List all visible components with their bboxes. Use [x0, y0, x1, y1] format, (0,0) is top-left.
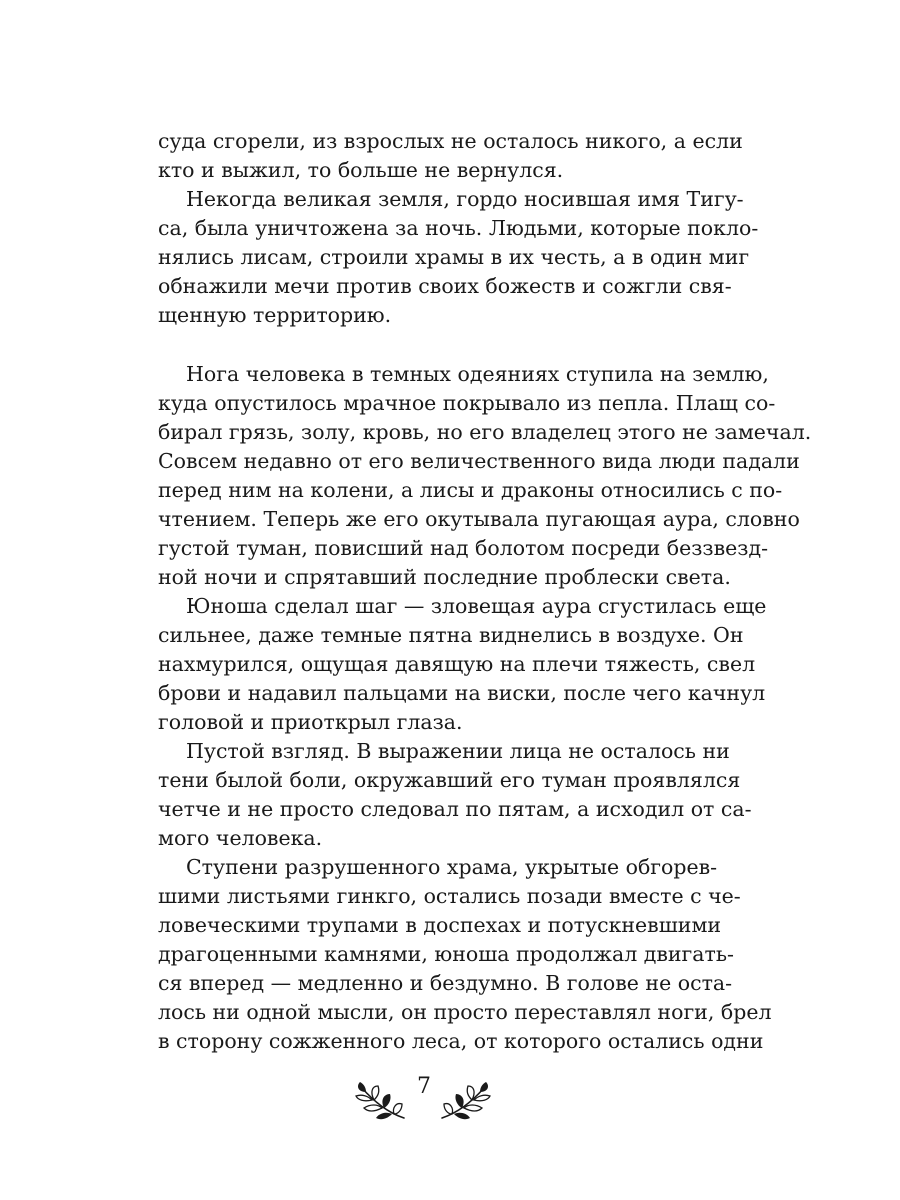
text-line: головой и приоткрыл глаза. — [158, 710, 463, 734]
text-line: Некогда великая земля, гордо носившая имя Тигу- — [186, 187, 744, 211]
text-line: Совсем недавно от его величественного вида люди падали — [158, 449, 800, 473]
text-line: сильнее, даже темные пятна виднелись в воздухе. Он — [158, 623, 744, 647]
text-line: Пустой взгляд. В выражении лица не осталось ни — [186, 739, 730, 763]
leafy-branch-icon — [352, 1078, 408, 1126]
text-line: суда сгорели, из взрослых не осталось никого, а если — [158, 129, 743, 153]
text-line: мого человека. — [158, 826, 323, 850]
text-line: тени былой боли, окружавший его туман проявлялся — [158, 768, 741, 792]
text-line: бирал грязь, золу, кровь, но его владелец этого не замечал. — [158, 420, 812, 444]
text-line: лось ни одной мысли, он просто переставлял ноги, брел — [158, 1000, 772, 1024]
text-block-top — [158, 127, 759, 330]
text-line: куда опустилось мрачное покрывало из пепла. Плащ со- — [158, 391, 776, 415]
text-line: драгоценными камнями, юноша продолжал двигать- — [158, 942, 734, 966]
text-line: четче и не просто следовал по пятам, а исходил от са- — [158, 797, 752, 821]
text-line: нахмурился, ощущая давящую на плечи тяжесть, свел — [158, 652, 756, 676]
text-line: щенную территорию. — [158, 303, 392, 327]
text-line: Юноша сделал шаг — зловещая аура сгустилась еще — [186, 594, 767, 618]
text-line: чтением. Теперь же его окутывала пугающая аура, словно — [158, 507, 800, 531]
text-line: нялись лисам, строили храмы в их честь, а в один миг — [158, 245, 750, 269]
text-line: обнажили мечи против своих божеств и сожгли свя- — [158, 274, 732, 298]
text-line: са, была уничтожена за ночь. Людьми, которые покло- — [158, 216, 759, 240]
text-line: кто и выжил, то больше не вернулся. — [158, 158, 564, 182]
page-number: 7 — [417, 1074, 431, 1099]
leafy-branch-icon — [438, 1078, 494, 1126]
text-line: Нога человека в темных одеяниях ступила на землю, — [186, 362, 769, 386]
text-line: ся вперед — медленно и бездумно. В голове не оста- — [158, 971, 733, 995]
text-line: ловеческими трупами в доспехах и потускневшими — [158, 913, 722, 937]
text-line: шими листьями гинкго, остались позади вместе с че- — [158, 884, 741, 908]
text-block-main — [158, 360, 812, 1056]
text-line: перед ним на колени, а лисы и драконы относились с по- — [158, 478, 783, 502]
page-footer — [0, 1072, 900, 1132]
text-line: брови и надавил пальцами на виски, после чего качнул — [158, 681, 766, 705]
text-line: в сторону сожженного леса, от которого остались одни — [158, 1029, 764, 1053]
text-line: Ступени разрушенного храма, укрытые обгорев- — [186, 855, 718, 879]
text-line: густой туман, повисший над болотом посреди беззвезд- — [158, 536, 769, 560]
text-line: ной ночи и спрятавший последние проблески света. — [158, 565, 731, 589]
